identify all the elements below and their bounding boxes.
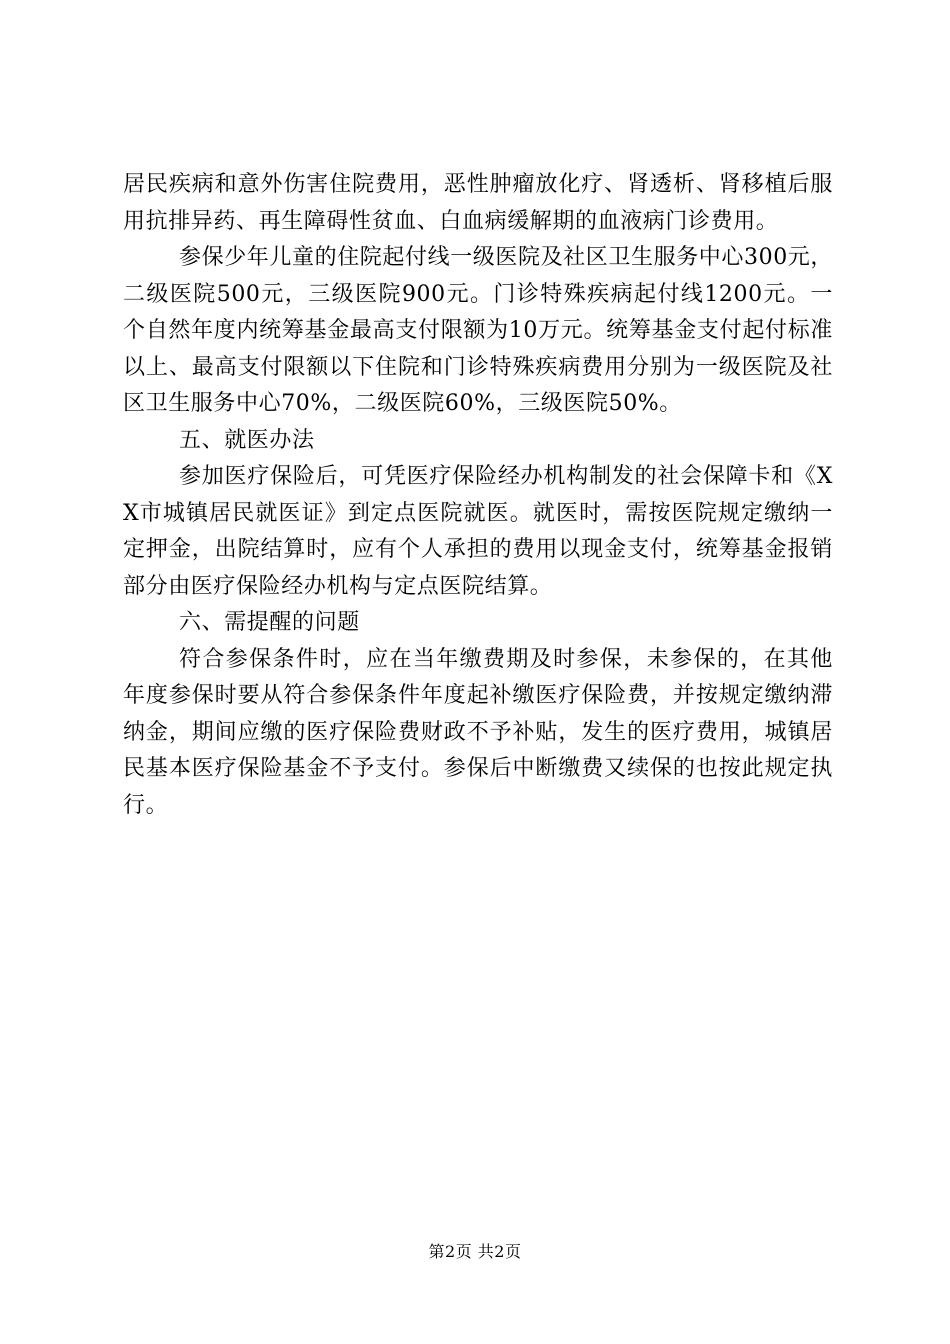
section-heading-reminders: 六、需提醒的问题	[179, 610, 360, 635]
paragraph-medical-expenses: 居民疾病和意外伤害住院费用，恶性肿瘤放化疗、肾透析、肾移植后服用抗排异药、再生障碍性贫血、白血病缓解期的血液病门诊费用。	[123, 172, 833, 234]
paragraph-medical-procedure: 参加医疗保险后，可凭医疗保险经办机构制发的社会保障卡和《XX市城镇居民就医证》到定点医院就医。就医时，需按医院规定缴纳一定押金，出院结算时，应有个人承担的费用以现金支付，统筹基金报销部分由医疗保险经办机构与定点医院结算。	[123, 464, 833, 599]
paragraph-children-deductible: 参保少年儿童的住院起付线一级医院及社区卫生服务中心300元，二级医院500元，三级医院900元。门诊特殊疾病起付线1200元。一个自然年度内统筹基金最高支付限额为10万元。统筹基金支付起付标准以上、最高支付限额以下住院和门诊特殊疾病费用分别为一级医院及社区卫生服务中心70%，二级医院60%，三级医院50%。	[123, 245, 833, 416]
paragraph-reminders: 符合参保条件时，应在当年缴费期及时参保，未参保的，在其他年度参保时要从符合参保条件年度起补缴医疗保险费，并按规定缴纳滞纳金，期间应缴的医疗保险费财政不予补贴，发生的医疗费用，城镇居民基本医疗保险基金不予支付。参保后中断缴费又续保的也按此规定执行。	[123, 646, 833, 818]
page-number-footer: 第2页 共2页	[428, 1242, 522, 1261]
document-body	[123, 167, 833, 824]
section-heading-medical-procedure: 五、就医办法	[179, 427, 315, 453]
